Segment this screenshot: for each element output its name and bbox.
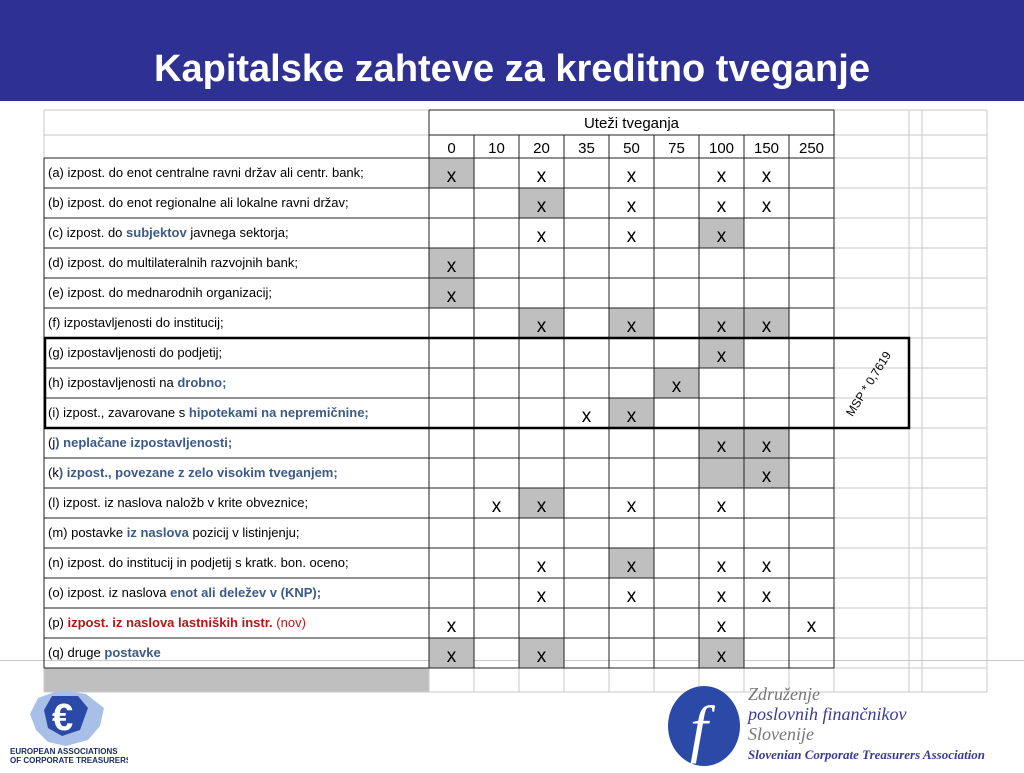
- row-label: [48, 645, 161, 660]
- x-mark: x: [761, 466, 772, 487]
- row-label-part: (h) izpostavljenosti na: [48, 375, 178, 390]
- row-label-part: ) izpost., povezane z zelo visokim tveganjem;: [58, 465, 338, 480]
- x-mark: x: [806, 616, 817, 637]
- row-label-part: ) neplačane izpostavljenosti;: [55, 435, 233, 450]
- eact-line-2: OF CORPORATE TREASURERS: [10, 756, 128, 765]
- x-mark: x: [761, 436, 772, 457]
- row-label: [48, 375, 226, 390]
- x-mark: x: [536, 196, 547, 217]
- x-mark: x: [761, 166, 772, 187]
- row-label-part: (q) druge: [48, 645, 105, 660]
- x-mark: x: [536, 556, 547, 577]
- x-mark: x: [626, 496, 637, 517]
- zpf-monogram-icon: [668, 686, 740, 766]
- row-label-part: izpost. iz naslova lastniških instr.: [67, 615, 273, 630]
- x-mark: x: [446, 616, 457, 637]
- x-mark: x: [491, 496, 502, 517]
- zpf-logo: [660, 684, 1024, 768]
- x-mark: x: [716, 196, 727, 217]
- x-mark: x: [626, 226, 637, 247]
- x-mark: x: [536, 646, 547, 667]
- x-mark: x: [536, 166, 547, 187]
- x-mark: x: [671, 376, 682, 397]
- row-label-part: iz naslova: [126, 525, 189, 540]
- x-mark: x: [536, 496, 547, 517]
- x-mark: x: [626, 586, 637, 607]
- x-mark: x: [446, 256, 457, 277]
- row-label: [48, 225, 289, 240]
- x-mark: x: [716, 166, 727, 187]
- row-label: [48, 495, 308, 510]
- row-label: [48, 525, 299, 540]
- row-label: [48, 585, 321, 600]
- x-mark: x: [581, 406, 592, 427]
- row-label-part: (b) izpost. do enot regionalne ali lokalne ravni držav;: [48, 195, 349, 210]
- x-mark: x: [716, 646, 727, 667]
- row-label: [48, 285, 272, 300]
- row-label-part: enot ali deležev v (KNP);: [170, 585, 322, 600]
- row-label-part: drobno;: [177, 375, 227, 390]
- slide-title: Kapitalske zahteve za kreditno tveganje: [154, 48, 870, 90]
- row-label-part: (m) postavke: [48, 525, 127, 540]
- weight-header-0: 0: [447, 140, 456, 157]
- svg-text:€: €: [52, 697, 74, 739]
- row-label: [48, 435, 232, 450]
- row-label-part: hipotekami na nepremičnine;: [188, 405, 369, 420]
- weight-header-150: 150: [753, 140, 780, 157]
- eact-line-1: EUROPEAN ASSOCIATIONS: [10, 747, 118, 756]
- row-label: [48, 555, 349, 570]
- shaded-cell: [699, 458, 744, 488]
- x-mark: x: [716, 226, 727, 247]
- row-label: [48, 405, 369, 420]
- weight-header-20: 20: [533, 140, 550, 157]
- row-label: [48, 465, 338, 480]
- x-mark: x: [536, 586, 547, 607]
- x-mark: x: [626, 556, 637, 577]
- risk-weight-group-header: Uteži tveganja: [583, 115, 680, 132]
- row-label-part: (i) izpost., zavarovane s: [48, 405, 189, 420]
- x-mark: x: [446, 646, 457, 667]
- weight-header-50: 50: [623, 140, 640, 157]
- row-label-part: (a) izpost. do enot centralne ravni držav ali centr. bank;: [48, 165, 364, 180]
- msp-note: MSP * 0,7619: [843, 348, 895, 419]
- row-label-part: javnega sektorja;: [186, 225, 289, 240]
- zpf-line-2: poslovnih finančnikov: [748, 704, 907, 724]
- row-label: [48, 195, 349, 210]
- x-mark: x: [626, 166, 637, 187]
- row-label-part: (e) izpost. do mednarodnih organizacij;: [48, 285, 273, 300]
- row-label: [48, 315, 224, 330]
- row-label: [48, 255, 298, 270]
- x-mark: x: [761, 556, 772, 577]
- x-mark: x: [626, 196, 637, 217]
- weight-header-35: 35: [578, 140, 595, 157]
- x-mark: x: [716, 586, 727, 607]
- row-label-part: pozicij v listinjenju;: [188, 525, 300, 540]
- row-label-part: (f) izpostavljenosti do institucij;: [48, 315, 224, 330]
- euro-map-icon: [30, 690, 104, 746]
- x-mark: x: [716, 616, 727, 637]
- weight-header-250: 250: [798, 140, 825, 157]
- row-label: [48, 615, 306, 630]
- row-label-part: (l) izpost. iz naslova naložb v krite obveznice;: [48, 495, 309, 510]
- x-mark: x: [761, 316, 772, 337]
- zpf-line-4: Slovenian Corporate Treasurers Association: [748, 747, 986, 762]
- x-mark: x: [716, 556, 727, 577]
- x-mark: x: [446, 286, 457, 307]
- row-label-part: (g) izpostavljenosti do podjetij;: [48, 345, 223, 360]
- row-label-part: (p): [48, 615, 68, 630]
- eact-logo: [8, 686, 128, 766]
- x-mark: x: [446, 166, 457, 187]
- x-mark: x: [716, 316, 727, 337]
- weight-header-10: 10: [488, 140, 505, 157]
- row-label-part: (j: [48, 435, 56, 450]
- row-label-part: (o) izpost. iz naslova: [48, 585, 171, 600]
- weight-header-75: 75: [668, 140, 685, 157]
- row-label-part: (c) izpost. do: [48, 225, 127, 240]
- x-mark: x: [626, 316, 637, 337]
- row-label: [48, 165, 364, 180]
- row-label-part: (n) izpost. do institucij in podjetij s kratk. bon. oceno;: [48, 555, 349, 570]
- x-mark: x: [716, 496, 727, 517]
- row-label-part: subjektov: [126, 225, 187, 240]
- x-mark: x: [761, 196, 772, 217]
- x-mark: x: [716, 346, 727, 367]
- row-label-part: (k: [48, 465, 59, 480]
- zpf-line-1: Združenje: [748, 684, 820, 704]
- row-label-part: (d) izpost. do multilateralnih razvojnih bank;: [48, 255, 299, 270]
- x-mark: x: [626, 406, 637, 427]
- row-label-part: (nov): [272, 615, 306, 630]
- x-mark: x: [761, 586, 772, 607]
- x-mark: x: [536, 316, 547, 337]
- row-label-part: postavke: [104, 645, 161, 660]
- zpf-line-3: Slovenije: [748, 724, 814, 744]
- zpf-monogram: f: [690, 693, 708, 764]
- row-label: [48, 345, 222, 360]
- weight-header-100: 100: [708, 140, 735, 157]
- x-mark: x: [536, 226, 547, 247]
- x-mark: x: [716, 436, 727, 457]
